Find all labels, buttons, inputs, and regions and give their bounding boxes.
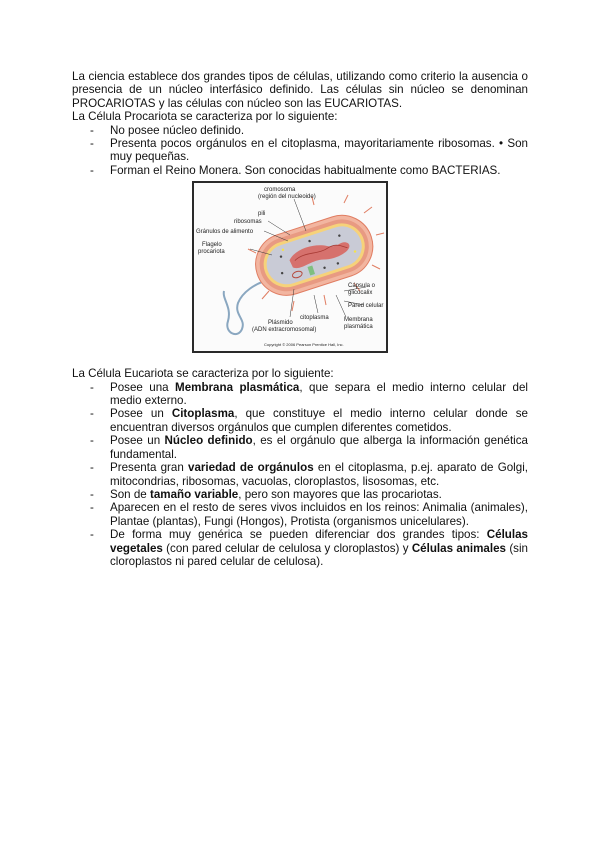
- dash-bullet: -: [90, 380, 94, 394]
- label-capsula: Cápsula o: [348, 283, 376, 290]
- list-item: - Presenta pocos orgánulos en el citoplasma, mayoritariamente ribosomas. • Son muy pequeñas.: [90, 137, 528, 164]
- list-item: - De forma muy genérica se pueden diferenciar dos grandes tipos: Células vegetales (con pared celular de celulosa y cloroplastos) y Células animales (sin cloroplastos ni pared celular de celulosa).: [90, 528, 528, 568]
- eucariota-heading: La Célula Eucariota se caracteriza por lo siguiente:: [72, 367, 334, 381]
- dash-bullet: -: [90, 461, 94, 475]
- label-adn: (ADN extracromosomal): [252, 327, 317, 334]
- label-procariota: procariota: [198, 249, 225, 256]
- label-plasmido: Plásmido: [268, 320, 293, 327]
- eucariota-list: [72, 381, 528, 569]
- procariota-heading: La Célula Procariota se caracteriza por lo siguiente:: [72, 110, 338, 124]
- label-plasmatica: plasmática: [344, 324, 373, 331]
- label-copyright: Copyright © 2006 Pearson Prentice Hall, Inc.: [264, 342, 344, 348]
- dash-bullet: -: [90, 487, 94, 501]
- label-glicocalix: glicocalix: [348, 290, 373, 297]
- list-item: - Posee una Membrana plasmática, que separa el medio interno celular del medio externo.: [90, 380, 528, 408]
- label-pared: Pared celular: [348, 303, 384, 310]
- procariota-list: [72, 124, 528, 178]
- dash-bullet: -: [90, 501, 94, 515]
- document-page: [72, 70, 528, 568]
- list-item: - No posee núcleo definido.: [90, 123, 245, 137]
- label-citoplasma: citoplasma: [300, 315, 329, 322]
- list-item: - Aparecen en el resto de seres vivos incluidos en los reinos: Animalia (animales), Plantae (plantas), Fungi (Hongos), Protista (organismos unicelulares).: [90, 501, 528, 528]
- label-granulos: Gránulos de alimento: [196, 229, 254, 236]
- dash-bullet: -: [90, 407, 94, 421]
- list-item: - Posee un Núcleo definido, es el orgánulo que alberga la información genética fundamental.: [90, 434, 529, 461]
- label-flagelo: Flagelo: [202, 242, 222, 249]
- list-item: - Posee un Citoplasma, que constituye el medio interno celular donde se encuentran diversos orgánulos que cumplen diferentes cometidos.: [90, 407, 528, 434]
- list-item: - Son de tamaño variable, pero son mayores que las procariotas.: [90, 487, 442, 501]
- label-membrana: Membrana: [344, 317, 373, 324]
- label-region: (región del nucleoide): [258, 194, 316, 201]
- prokaryote-diagram: [192, 181, 388, 353]
- label-ribosomas: ribosomas: [234, 219, 262, 226]
- label-cromosoma: cromosoma: [264, 187, 296, 194]
- dash-bullet: -: [90, 528, 94, 542]
- dash-bullet: -: [90, 163, 94, 177]
- intro-paragraph: La ciencia establece dos grandes tipos de células, utilizando como criterio la ausencia o presencia de un núcleo interfásico definido. Las células sin núcleo se denominan PROCARIOTAS y las células con núcleo son las EUCARIOTAS.: [72, 70, 528, 110]
- dash-bullet: -: [90, 123, 94, 137]
- list-item: - Forman el Reino Monera. Son conocidas habitualmente como BACTERIAS.: [90, 163, 501, 177]
- label-pili: pili: [258, 211, 266, 218]
- dash-bullet: -: [90, 137, 94, 151]
- prokaryote-illustration: [194, 183, 386, 351]
- dash-bullet: -: [90, 434, 94, 448]
- list-item: - Presenta gran variedad de orgánulos en el citoplasma, p.ej. aparato de Golgi, mitocondrias, ribosomas, vacuolas, cloroplastos, lisosomas, etc.: [90, 461, 528, 488]
